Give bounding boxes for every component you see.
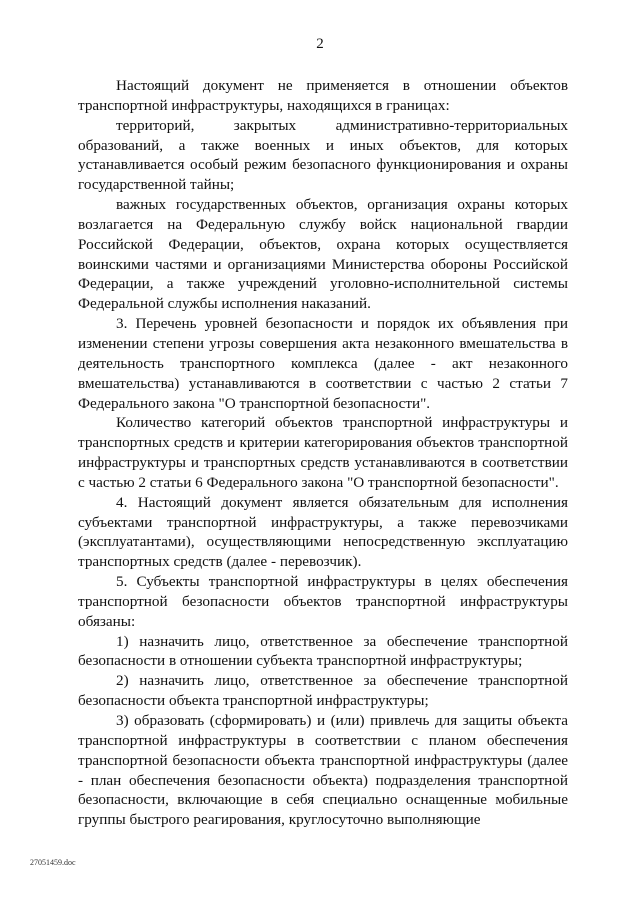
paragraph-6: 4. Настоящий документ является обязательным для исполнения субъектами транспортной инфраструктуры, а также перевозчиками (эксплуатантами), осуществляющими непосредственную эксплуатацию транспортных средств (далее - перевозчик). xyxy=(78,493,568,571)
paragraph-5: Количество категорий объектов транспортной инфраструктуры и транспортных средств и критерии категорирования объектов транспортной инфраструктуры и транспортных средств устанавливаются в соответствии с частью 2 статьи 6 Федерального закона "О транспортной безопасности". xyxy=(78,414,568,491)
page-number: 2 xyxy=(316,36,324,52)
document-body xyxy=(78,76,568,830)
paragraph-8: 1) назначить лицо, ответственное за обеспечение транспортной безопасности в отношении субъекта транспортной инфраструктуры; xyxy=(78,632,568,670)
paragraph-7: 5. Субъекты транспортной инфраструктуры в целях обеспечения транспортной безопасности объектов транспортной инфраструктуры обязаны: xyxy=(78,573,568,630)
paragraph-2: территорий, закрытых административно-территориальных образований, а также военных и иных объектов, для которых устанавливается особый режим безопасного функционирования и охраны государственной тайны; xyxy=(78,116,568,194)
paragraph-4: 3. Перечень уровней безопасности и порядок их объявления при изменении степени угрозы совершения акта незаконного вмешательства в деятельность транспортного комплекса (далее - акт незаконного вмешательства) устанавливаются в соответствии с частью 2 статьи 7 Федерального закона "О транспортной безопасности". xyxy=(78,315,568,412)
paragraph-9: 2) назначить лицо, ответственное за обеспечение транспортной безопасности объекта транспортной инфраструктуры; xyxy=(78,672,568,710)
paragraph-3: важных государственных объектов, организация охраны которых возлагается на Федеральную службу войск национальной гвардии Российской Федерации, объектов, охрана которых осуществляется воинскими частями и организациями Министерства обороны Российской Федерации, а также учреждений уголовно-исполнительной системы Федеральной службы исполнения наказаний. xyxy=(78,196,568,313)
file-name-footer: 27051459.doc xyxy=(30,858,76,867)
paragraph-10: 3) образовать (сформировать) и (или) привлечь для защиты объекта транспортной инфраструктуры в соответствии с планом обеспечения транспортной безопасности объекта транспортной инфраструктуры (далее - план обеспечения безопасности объекта) подразделения транспортной безопасности, включающие в себя специально оснащенные мобильные группы быстрого реагирования, круглосуточно выполняющие xyxy=(78,712,568,829)
paragraph-1: Настоящий документ не применяется в отношении объектов транспортной инфраструктуры, находящихся в границах: xyxy=(78,77,568,114)
